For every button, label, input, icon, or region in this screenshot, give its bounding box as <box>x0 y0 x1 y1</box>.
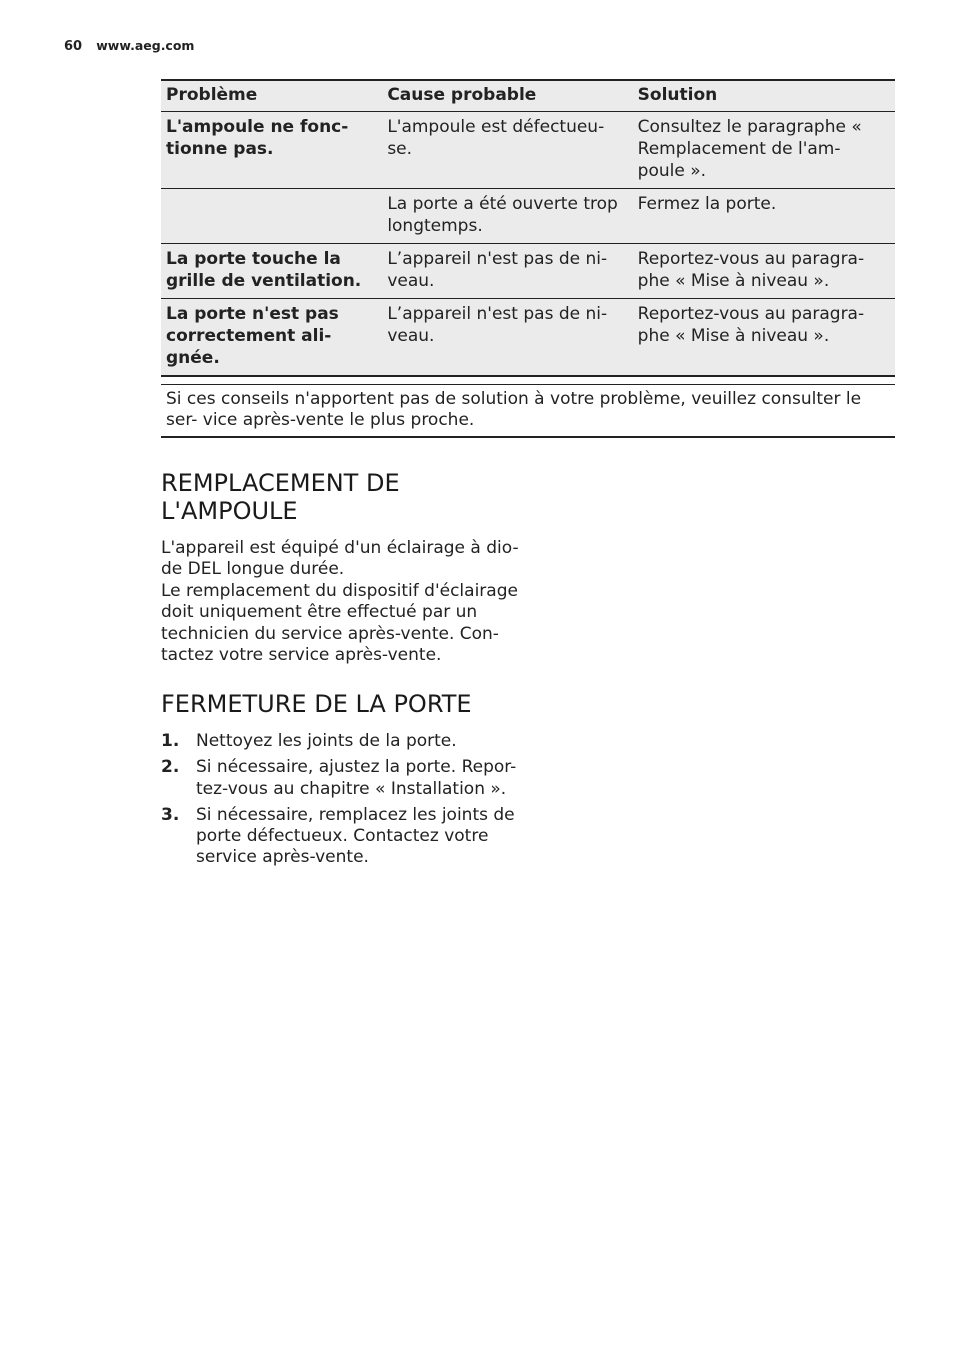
section-title-door: FERMETURE DE LA PORTE <box>161 690 472 718</box>
cell-solution: Consultez le paragraphe « Remplacement de l'am- poule ». <box>637 117 862 181</box>
cell-cause: L’appareil n'est pas de ni- veau. <box>387 249 608 291</box>
cell-cause: L'ampoule est défectueu- se. <box>387 117 605 159</box>
section-title-lamp-line1: REMPLACEMENT DE <box>161 469 400 497</box>
cell-solution: Reportez-vous au paragra- phe « Mise à niveau ». <box>637 249 865 291</box>
lamp-paragraph-2: Le remplacement du dispositif d'éclairage doit uniquement être effectué par un technicien du service après-vente. Con- tactez votre service après-vente. <box>161 581 518 665</box>
cell-solution: Reportez-vous au paragra- phe « Mise à niveau ». <box>637 304 865 346</box>
lamp-paragraph-1: L'appareil est équipé d'un éclairage à dio- de DEL longue durée. <box>161 538 519 580</box>
header-url: www.aeg.com <box>96 38 195 53</box>
cell-cause: La porte a été ouverte trop longtemps. <box>387 194 618 236</box>
footnote-text: Si ces conseils n'apportent pas de solution à votre problème, veuillez consulter le ser- vice après-vente le plus proche. <box>166 389 862 430</box>
step-number: 2. <box>161 757 180 778</box>
section-title-lamp <box>161 469 521 525</box>
table-row <box>161 112 895 189</box>
page-header <box>64 38 194 54</box>
list-item <box>161 757 521 800</box>
door-steps-list <box>161 731 521 874</box>
cell-problem: L'ampoule ne fonc- tionne pas. <box>166 117 349 159</box>
column-header-problem: Problème <box>161 80 382 112</box>
cell-solution: Fermez la porte. <box>637 194 777 214</box>
table-row <box>161 299 895 377</box>
table-footnote <box>161 384 895 438</box>
cell-problem <box>161 189 382 244</box>
step-text: Si nécessaire, ajustez la porte. Repor- tez-vous au chapitre « Installation ». <box>196 757 517 799</box>
table-row <box>161 244 895 299</box>
section-title-lamp-line2: L'AMPOULE <box>161 497 298 525</box>
cell-cause: L’appareil n'est pas de ni- veau. <box>387 304 608 346</box>
list-item <box>161 731 521 752</box>
step-text: Si nécessaire, remplacez les joints de porte défectueux. Contactez votre service après-vente. <box>196 804 515 868</box>
table-header-row <box>161 80 895 112</box>
column-header-solution: Solution <box>633 80 895 112</box>
page-number: 60 <box>64 39 83 54</box>
cell-problem: La porte touche la grille de ventilation. <box>166 249 362 291</box>
step-text: Nettoyez les joints de la porte. <box>196 731 457 751</box>
cell-problem: La porte n'est pas correctement ali- gnée. <box>166 304 339 368</box>
troubleshooting-table <box>161 79 895 377</box>
table-row <box>161 189 895 244</box>
list-item <box>161 805 521 869</box>
step-number: 3. <box>161 804 180 825</box>
column-header-cause: Cause probable <box>382 80 632 112</box>
step-number: 1. <box>161 731 180 751</box>
